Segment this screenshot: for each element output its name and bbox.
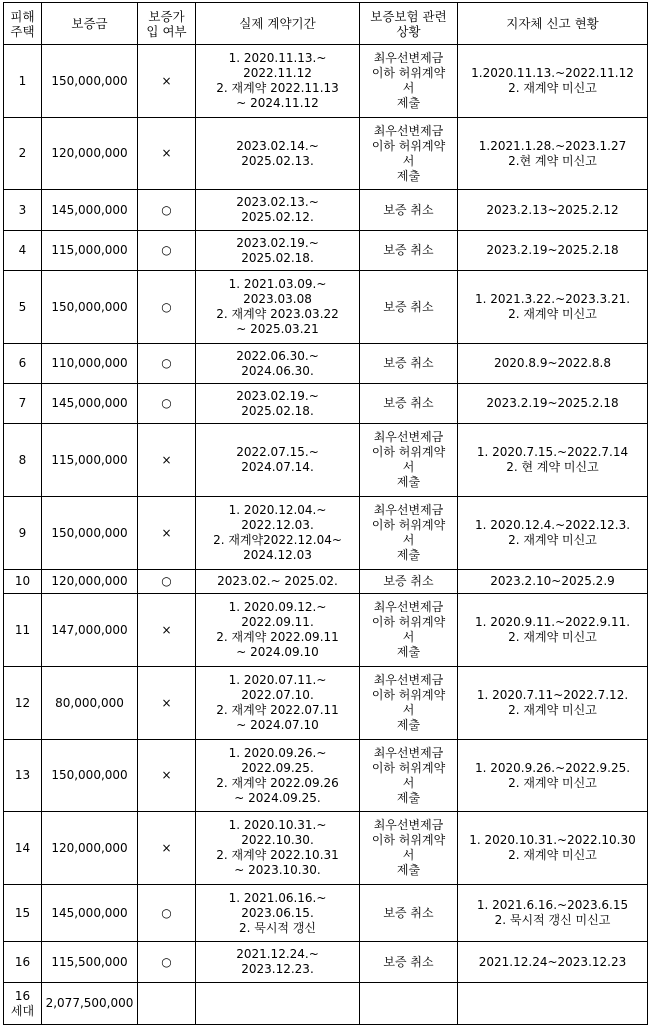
cell-report-status: 2021.12.24~2023.12.23 bbox=[458, 942, 648, 983]
cell-insurance-status: 최우선변제금 이하 허위계약 서 제출 bbox=[360, 497, 458, 570]
cell-insured: ○ bbox=[138, 570, 196, 594]
cell-report-status: 2023.2.13~2025.2.12 bbox=[458, 190, 648, 231]
cell-contract-period bbox=[196, 983, 360, 1025]
cell-deposit: 120,000,000 bbox=[42, 118, 138, 190]
table-row bbox=[4, 497, 648, 570]
cell-contract-period: 2021.12.24.~ 2023.12.23. bbox=[196, 942, 360, 983]
header-row bbox=[4, 3, 648, 45]
cell-insurance-status: 보증 취소 bbox=[360, 344, 458, 384]
cell-insured: × bbox=[138, 424, 196, 497]
lease-damage-table bbox=[3, 2, 648, 1025]
cell-insurance-status: 최우선변제금 이하 허위계약 서 제출 bbox=[360, 812, 458, 885]
cell-contract-period: 2023.02.13.~ 2025.02.12. bbox=[196, 190, 360, 231]
cell-insured: ○ bbox=[138, 942, 196, 983]
cell-insured: ○ bbox=[138, 384, 196, 424]
cell-insurance-status: 최우선변제금 이하 허위계약 서 제출 bbox=[360, 118, 458, 190]
cell-deposit: 115,000,000 bbox=[42, 424, 138, 497]
cell-contract-period: 1. 2020.09.26.~ 2022.09.25. 2. 재계약 2022.09.26 ~ 2024.09.25. bbox=[196, 740, 360, 812]
table-row bbox=[4, 942, 648, 983]
cell-deposit: 80,000,000 bbox=[42, 667, 138, 740]
table-row bbox=[4, 118, 648, 190]
cell-insurance-status: 보증 취소 bbox=[360, 570, 458, 594]
cell-contract-period: 2023.02.14.~ 2025.02.13. bbox=[196, 118, 360, 190]
cell-report-status: 1. 2020.9.11.~2022.9.11. 2. 재계약 미신고 bbox=[458, 594, 648, 667]
cell-insurance-status: 최우선변제금 이하 허위계약 서 제출 bbox=[360, 740, 458, 812]
table-row bbox=[4, 231, 648, 271]
cell-report-status: 1. 2021.3.22.~2023.3.21. 2. 재계약 미신고 bbox=[458, 271, 648, 344]
cell-report-status: 2023.2.19~2025.2.18 bbox=[458, 384, 648, 424]
table-row bbox=[4, 885, 648, 942]
cell-contract-period: 1. 2020.10.31.~ 2022.10.30. 2. 재계약 2022.10.31 ~ 2023.10.30. bbox=[196, 812, 360, 885]
cell-insured: ○ bbox=[138, 231, 196, 271]
cell-insurance-status: 보증 취소 bbox=[360, 271, 458, 344]
cell-report-status: 1.2021.1.28.~2023.1.27 2.현 계약 미신고 bbox=[458, 118, 648, 190]
table-row bbox=[4, 45, 648, 118]
cell-house-no: 8 bbox=[4, 424, 42, 497]
cell-insured: × bbox=[138, 497, 196, 570]
cell-house-no: 10 bbox=[4, 570, 42, 594]
cell-insured bbox=[138, 983, 196, 1025]
cell-house-no: 7 bbox=[4, 384, 42, 424]
table-row bbox=[4, 190, 648, 231]
cell-report-status: 1.2020.11.13.~2022.11.12 2. 재계약 미신고 bbox=[458, 45, 648, 118]
table-row bbox=[4, 271, 648, 344]
cell-contract-period: 1. 2021.06.16.~ 2023.06.15. 2. 묵시적 갱신 bbox=[196, 885, 360, 942]
table-row bbox=[4, 384, 648, 424]
cell-contract-period: 2023.02.19.~ 2025.02.18. bbox=[196, 231, 360, 271]
cell-contract-period: 2023.02.19.~ 2025.02.18. bbox=[196, 384, 360, 424]
cell-house-no: 6 bbox=[4, 344, 42, 384]
table-body bbox=[4, 45, 648, 1025]
cell-deposit: 145,000,000 bbox=[42, 190, 138, 231]
cell-insurance-status: 최우선변제금 이하 허위계약 서 제출 bbox=[360, 667, 458, 740]
cell-house-no: 5 bbox=[4, 271, 42, 344]
total-row bbox=[4, 983, 648, 1025]
cell-deposit: 120,000,000 bbox=[42, 812, 138, 885]
cell-contract-period: 1. 2020.12.04.~ 2022.12.03. 2. 재계약2022.12.04~ 2024.12.03 bbox=[196, 497, 360, 570]
cell-contract-period: 1. 2021.03.09.~ 2023.03.08 2. 재계약 2023.03.22 ~ 2025.03.21 bbox=[196, 271, 360, 344]
cell-insured: ○ bbox=[138, 885, 196, 942]
cell-insured: × bbox=[138, 812, 196, 885]
cell-deposit: 120,000,000 bbox=[42, 570, 138, 594]
cell-insurance-status: 보증 취소 bbox=[360, 885, 458, 942]
header-contract-period: 실제 계약기간 bbox=[196, 3, 360, 45]
cell-insured: × bbox=[138, 594, 196, 667]
table-row bbox=[4, 812, 648, 885]
cell-insured: ○ bbox=[138, 190, 196, 231]
cell-deposit: 2,077,500,000 bbox=[42, 983, 138, 1025]
cell-house-no: 13 bbox=[4, 740, 42, 812]
cell-house-no: 2 bbox=[4, 118, 42, 190]
cell-insurance-status: 최우선변제금 이하 허위계약 서 제출 bbox=[360, 594, 458, 667]
cell-report-status bbox=[458, 983, 648, 1025]
header-insured: 보증가 입 여부 bbox=[138, 3, 196, 45]
table-row bbox=[4, 594, 648, 667]
table-row bbox=[4, 740, 648, 812]
cell-report-status: 2023.2.19~2025.2.18 bbox=[458, 231, 648, 271]
table-row bbox=[4, 424, 648, 497]
table-row bbox=[4, 344, 648, 384]
cell-insurance-status: 최우선변제금 이하 허위계약 서 제출 bbox=[360, 45, 458, 118]
cell-deposit: 147,000,000 bbox=[42, 594, 138, 667]
cell-report-status: 1. 2021.6.16.~2023.6.15 2. 묵시적 갱신 미신고 bbox=[458, 885, 648, 942]
cell-insurance-status bbox=[360, 983, 458, 1025]
cell-contract-period: 1. 2020.11.13.~ 2022.11.12 2. 재계약 2022.11.13 ~ 2024.11.12 bbox=[196, 45, 360, 118]
cell-insured: × bbox=[138, 740, 196, 812]
cell-house-no: 16 bbox=[4, 942, 42, 983]
cell-insured: ○ bbox=[138, 271, 196, 344]
cell-deposit: 150,000,000 bbox=[42, 45, 138, 118]
cell-deposit: 145,000,000 bbox=[42, 384, 138, 424]
cell-house-no: 9 bbox=[4, 497, 42, 570]
cell-house-no: 4 bbox=[4, 231, 42, 271]
cell-contract-period: 2023.02.~ 2025.02. bbox=[196, 570, 360, 594]
cell-insurance-status: 보증 취소 bbox=[360, 190, 458, 231]
cell-report-status: 1. 2020.10.31.~2022.10.30 2. 재계약 미신고 bbox=[458, 812, 648, 885]
cell-report-status: 1. 2020.12.4.~2022.12.3. 2. 재계약 미신고 bbox=[458, 497, 648, 570]
cell-deposit: 150,000,000 bbox=[42, 271, 138, 344]
cell-insured: × bbox=[138, 45, 196, 118]
cell-contract-period: 1. 2020.09.12.~ 2022.09.11. 2. 재계약 2022.09.11 ~ 2024.09.10 bbox=[196, 594, 360, 667]
cell-contract-period: 2022.06.30.~ 2024.06.30. bbox=[196, 344, 360, 384]
cell-deposit: 150,000,000 bbox=[42, 740, 138, 812]
cell-insured: × bbox=[138, 118, 196, 190]
cell-deposit: 150,000,000 bbox=[42, 497, 138, 570]
header-deposit: 보증금 bbox=[42, 3, 138, 45]
cell-house-no: 11 bbox=[4, 594, 42, 667]
cell-report-status: 1. 2020.9.26.~2022.9.25. 2. 재계약 미신고 bbox=[458, 740, 648, 812]
cell-insurance-status: 보증 취소 bbox=[360, 384, 458, 424]
cell-insurance-status: 보증 취소 bbox=[360, 231, 458, 271]
cell-contract-period: 2022.07.15.~ 2024.07.14. bbox=[196, 424, 360, 497]
cell-report-status: 2023.2.10~2025.2.9 bbox=[458, 570, 648, 594]
cell-house-no: 3 bbox=[4, 190, 42, 231]
cell-insured: × bbox=[138, 667, 196, 740]
cell-contract-period: 1. 2020.07.11.~ 2022.07.10. 2. 재계약 2022.07.11 ~ 2024.07.10 bbox=[196, 667, 360, 740]
cell-house-no: 14 bbox=[4, 812, 42, 885]
cell-insurance-status: 보증 취소 bbox=[360, 942, 458, 983]
cell-house-no: 15 bbox=[4, 885, 42, 942]
cell-house-no: 16 세대 bbox=[4, 983, 42, 1025]
cell-insurance-status: 최우선변제금 이하 허위계약 서 제출 bbox=[360, 424, 458, 497]
cell-house-no: 1 bbox=[4, 45, 42, 118]
cell-house-no: 12 bbox=[4, 667, 42, 740]
cell-report-status: 1. 2020.7.15.~2022.7.14 2. 현 계약 미신고 bbox=[458, 424, 648, 497]
cell-report-status: 1. 2020.7.11~2022.7.12. 2. 재계약 미신고 bbox=[458, 667, 648, 740]
cell-deposit: 145,000,000 bbox=[42, 885, 138, 942]
cell-insured: ○ bbox=[138, 344, 196, 384]
header-insurance-status: 보증보험 관련 상황 bbox=[360, 3, 458, 45]
cell-report-status: 2020.8.9~2022.8.8 bbox=[458, 344, 648, 384]
header-report-status: 지자체 신고 현황 bbox=[458, 3, 648, 45]
cell-deposit: 115,500,000 bbox=[42, 942, 138, 983]
cell-deposit: 115,000,000 bbox=[42, 231, 138, 271]
table-row bbox=[4, 570, 648, 594]
table-row bbox=[4, 667, 648, 740]
header-house-no: 피해 주택 bbox=[4, 3, 42, 45]
cell-deposit: 110,000,000 bbox=[42, 344, 138, 384]
